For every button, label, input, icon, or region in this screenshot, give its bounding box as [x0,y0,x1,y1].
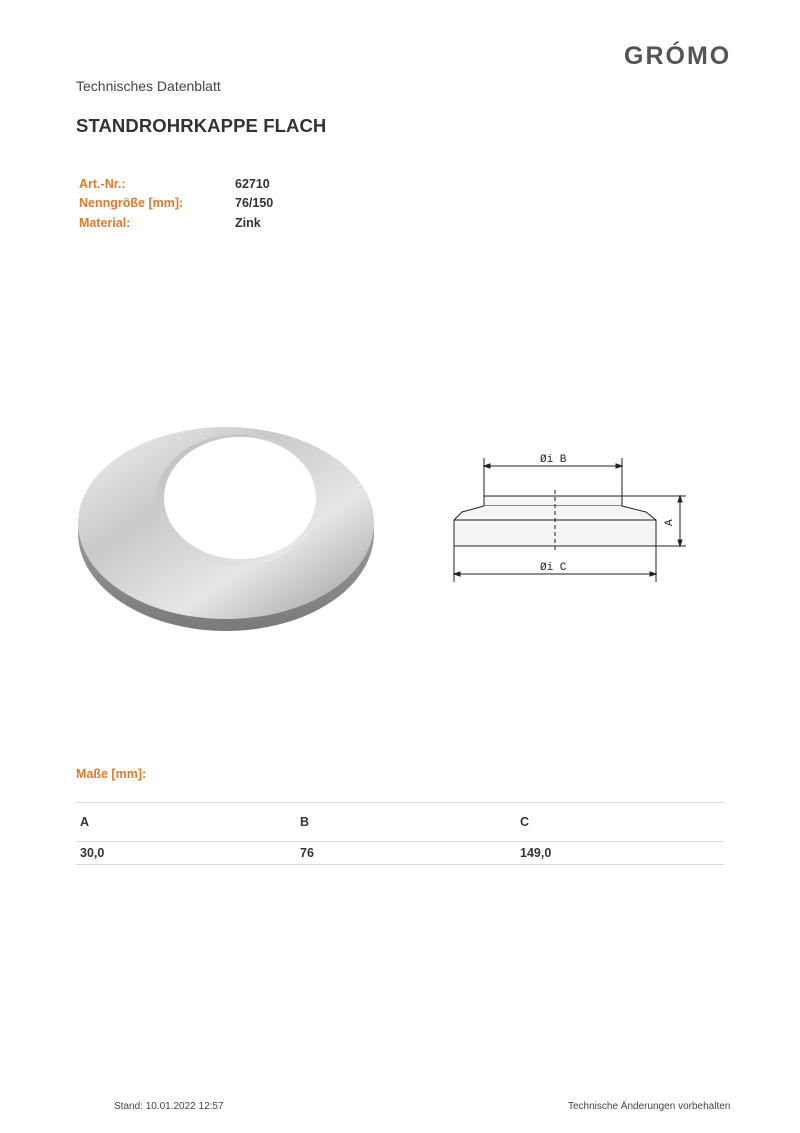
spec-label: Nenngröße [mm]: [79,196,184,211]
dimensions-table [76,802,724,865]
value-b: 76 [296,842,516,865]
value-c: 149,0 [516,842,724,865]
drawing-label-a: A [664,519,676,526]
gromo-logo [624,36,766,72]
spec-row-size [79,194,273,214]
technical-drawing [440,440,700,585]
product-photo [76,418,388,638]
brand-logo-text: GRÓMO [624,42,732,70]
spec-value: 62710 [235,176,270,191]
spec-row-material [79,213,273,233]
spec-row-article [79,174,273,194]
header-c: C [516,803,724,842]
spec-label: Art.-Nr.: [79,176,126,191]
spec-value: 76/150 [235,196,274,211]
footer-date: Stand: 10.01.2022 12:57 [114,1101,224,1112]
value-a: 30,0 [76,842,296,865]
table-row [76,842,724,865]
drawing-label-c: Øi C [540,562,567,574]
footer-note: Technische Änderungen vorbehalten [568,1101,731,1112]
dimensions-title: Maße [mm]: [76,767,147,781]
drawing-label-b: Øi B [540,454,567,466]
spec-list [79,174,273,233]
spec-value: Zink [235,215,261,230]
header-b: B [296,803,516,842]
spec-label: Material: [79,215,131,230]
product-title: STANDROHRKAPPE FLACH [76,115,327,136]
document-type: Technisches Datenblatt [76,78,221,94]
header-a: A [76,803,296,842]
table-header-row [76,803,724,842]
